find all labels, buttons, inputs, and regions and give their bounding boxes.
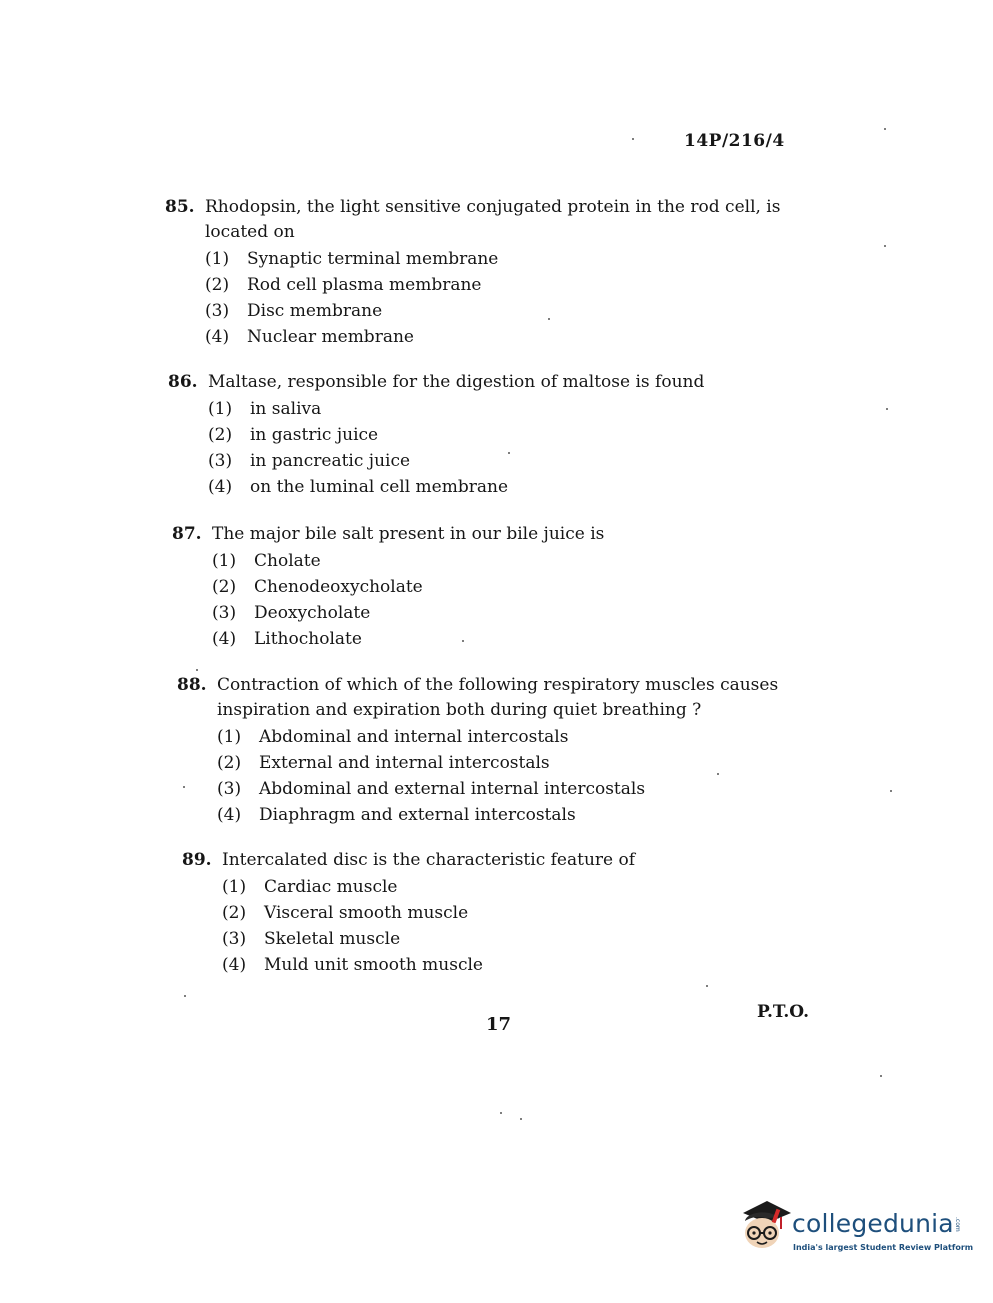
pto-label: P.T.O. <box>757 1002 809 1022</box>
question-text: Rhodopsin, the light sensitive conjugated protein in the rod cell, is located on <box>205 197 781 242</box>
question-text: Contraction of which of the following respiratory muscles causes inspiration and expiration both during quiet breathing ? <box>217 675 779 720</box>
question-number: 86. <box>168 372 198 392</box>
option-1: (1) Cardiac muscle <box>222 877 398 897</box>
question-86 <box>168 370 808 500</box>
scan-speck <box>884 245 886 247</box>
option-3: (3) Disc membrane <box>205 301 383 321</box>
option-3: (3) Abdominal and external internal intercostals <box>217 779 646 799</box>
option-list <box>212 548 812 652</box>
scan-speck <box>884 128 886 130</box>
question-text: Maltase, responsible for the digestion of maltose is found <box>208 372 705 392</box>
option-1: (1) Abdominal and internal intercostals <box>217 727 569 747</box>
option-2: (2) Chenodeoxycholate <box>212 577 423 597</box>
scan-speck <box>184 995 186 997</box>
question-87 <box>172 522 812 652</box>
scan-speck <box>196 669 198 671</box>
scan-speck <box>880 1075 882 1077</box>
scan-speck <box>890 790 892 792</box>
option-4: (4) on the luminal cell membrane <box>208 477 509 497</box>
mascot-logo-icon <box>737 1195 791 1259</box>
option-1: (1) Cholate <box>212 551 321 571</box>
option-4: (4) Nuclear membrane <box>205 327 414 347</box>
page-number: 17 <box>486 1014 512 1035</box>
option-1: (1) Synaptic terminal membrane <box>205 249 499 269</box>
scan-speck <box>183 786 185 788</box>
scan-speck <box>520 1118 522 1120</box>
option-list <box>217 724 812 828</box>
brand-tagline: India's largest Student Review Platform <box>793 1243 974 1252</box>
option-3: (3) Deoxycholate <box>212 603 371 623</box>
option-1: (1) in saliva <box>208 399 322 419</box>
option-2: (2) External and internal intercostals <box>217 753 550 773</box>
option-2: (2) Visceral smooth muscle <box>222 903 469 923</box>
brand-name: collegedunia <box>792 1209 954 1238</box>
question-85 <box>165 195 805 350</box>
option-4: (4) Muld unit smooth muscle <box>222 955 483 975</box>
option-3: (3) in pancreatic juice <box>208 451 411 471</box>
question-89 <box>182 848 822 978</box>
scan-speck <box>886 408 888 410</box>
question-number: 87. <box>172 524 202 544</box>
question-text: The major bile salt present in our bile juice is <box>212 524 605 544</box>
scan-speck <box>500 1112 502 1114</box>
option-4: (4) Lithocholate <box>212 629 362 649</box>
brand-suffix: .com <box>954 1217 961 1232</box>
paper-code: 14P/216/4 <box>684 131 785 151</box>
option-3: (3) Skeletal muscle <box>222 929 401 949</box>
option-list <box>208 396 808 500</box>
option-4: (4) Diaphragm and external intercostals <box>217 805 576 825</box>
scan-speck <box>462 640 464 642</box>
scan-speck <box>632 138 634 140</box>
question-88 <box>177 673 812 828</box>
scan-speck <box>508 452 510 454</box>
question-number: 89. <box>182 850 212 870</box>
question-text: Intercalated disc is the characteristic feature of <box>222 850 636 870</box>
option-list <box>222 874 822 978</box>
scan-speck <box>548 318 550 320</box>
collegedunia-watermark <box>737 1195 974 1265</box>
option-2: (2) in gastric juice <box>208 425 379 445</box>
question-number: 88. <box>177 675 207 695</box>
option-2: (2) Rod cell plasma membrane <box>205 275 482 295</box>
scan-speck <box>706 985 708 987</box>
question-number: 85. <box>165 197 195 217</box>
option-list <box>205 246 805 350</box>
scan-speck <box>717 773 719 775</box>
